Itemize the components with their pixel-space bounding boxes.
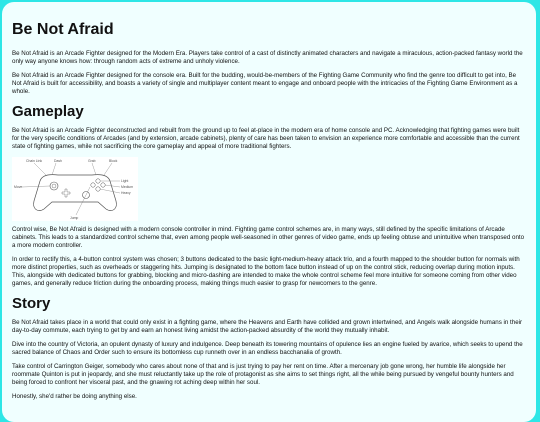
page-title: Be Not Afraid	[12, 21, 114, 38]
gameplay-paragraph-2: Control wise, Be Not Afraid is designed with a modern console controller in mind. Fighting game control schemes are, in many ways, still defined by the specific limitations of Arcade cabinets. This leads to a standardized control scheme that, even among people well-seasoned in other genres of video game, ends up feeling obtuse and unintuitive when transposed onto a more modern controller.	[12, 226, 525, 249]
face-button-top	[96, 179, 100, 183]
story-paragraph-2: Dive into the country of Victoria, an opulent dynasty of luxury and indulgence. Deep beneath its towering mountains of opulence lies an engine fueled by avarice, which seeks to upend the sacred balance of Chaos and Order such to ensure its bottomless cup runneth over in an endless bacchanalia of growth.	[12, 341, 523, 356]
intro-paragraph-2: Be Not Afraid is an Arcade Fighter designed for the console era. Built for the budding, would-be-members of the Fighting Game Community who find the genre too difficult to get into, Be Not Afraid is built for accessibility, and boasts a variety of single and multiplayer content meant to engage and onboard people with the intricacies of the Fighting Game Environment as a whole.	[12, 72, 518, 95]
label-medium: Medium	[121, 185, 134, 189]
face-button-bottom	[96, 187, 100, 191]
gameplay-paragraph-1: Be Not Afraid is an Arcade Fighter deconstructed and rebuilt from the ground up to feel at-place in the modern era of home console and PC. Acknowledging that fighting games were built for the very specific conditions of Arcades (and by extension, arcade cabinets), plenty of care has been taken to envision an experience more comfortable and accessible than the current state of fighting games, while not sacrificing the core gameplay and appeal of more traditional fighters.	[12, 127, 520, 150]
label-grab: Grab	[88, 159, 96, 163]
story-paragraph-1: Be Not Afraid takes place in a world that could only exist in a fighting game, where the Heavens and Earth have collided and grown intertwined, and Angels walk alongside humans in their day-to-day commute, each trying to get by and earn an honest living amidst the action-packed absurdity of the world they mutually inhabit.	[12, 319, 523, 334]
story-paragraph-3: Take control of Carrington Geiger, somebody who cares about none of that and is just trying to pay her rent on time. After a mercenary job gone wrong, her humble life alongside her roommate Quinton is put in jeopardy, and she must reluctantly take up the role of protagonist as she aims to set things right, all the while being pursued by vengeful bounty hunters and being forced to confront her visceral past, and the gnawing rot aching deep within her soul.	[12, 363, 514, 386]
controller-body	[34, 175, 117, 211]
label-jump: Jump	[70, 216, 79, 220]
face-button-right	[101, 183, 105, 187]
dpad	[62, 189, 70, 197]
gameplay-heading: Gameplay	[12, 103, 84, 120]
page-frame	[2, 2, 536, 422]
label-dash: Dash	[54, 159, 62, 163]
left-stick	[50, 182, 58, 190]
label-chain-link: Chain Link	[26, 159, 43, 163]
intro-paragraph-1: Be Not Afraid is an Arcade Fighter designed for the Modern Era. Players take control of a cast of distinctly animated characters and navigate a miraculous, action-packed fantasy world the only way anyone knows how: through random acts of extreme and unholy violence.	[12, 50, 523, 65]
article	[2, 2, 536, 401]
story-paragraph-4: Honestly, she'd rather be doing anything else.	[12, 393, 137, 400]
gameplay-paragraph-3: In order to rectify this, a 4-button control system was chosen; 3 buttons dedicated to the basic light-medium-heavy attack trio, and a fourth mapped to the shoulder button for normals with more distinct properties, such as overheads or staggering hits. Jumping is designated to the bottom face button instead of up on the control stick, reducing overlap during motion inputs. This, alongside with dedicated buttons for grabbing, blocking and micro-dashing are intended to make the whole control scheme feel more intuitive for someone coming from other video games, and generally reduce friction during the onboarding process, making things much easier to grasp for newcomers to the genre.	[12, 256, 520, 287]
face-button-left	[91, 183, 95, 187]
label-light: Light	[121, 179, 129, 183]
label-heavy: Heavy	[121, 191, 131, 195]
controller-diagram	[12, 157, 138, 221]
label-move: Move	[14, 185, 23, 189]
label-block: Block	[109, 159, 118, 163]
story-heading: Story	[12, 295, 51, 312]
